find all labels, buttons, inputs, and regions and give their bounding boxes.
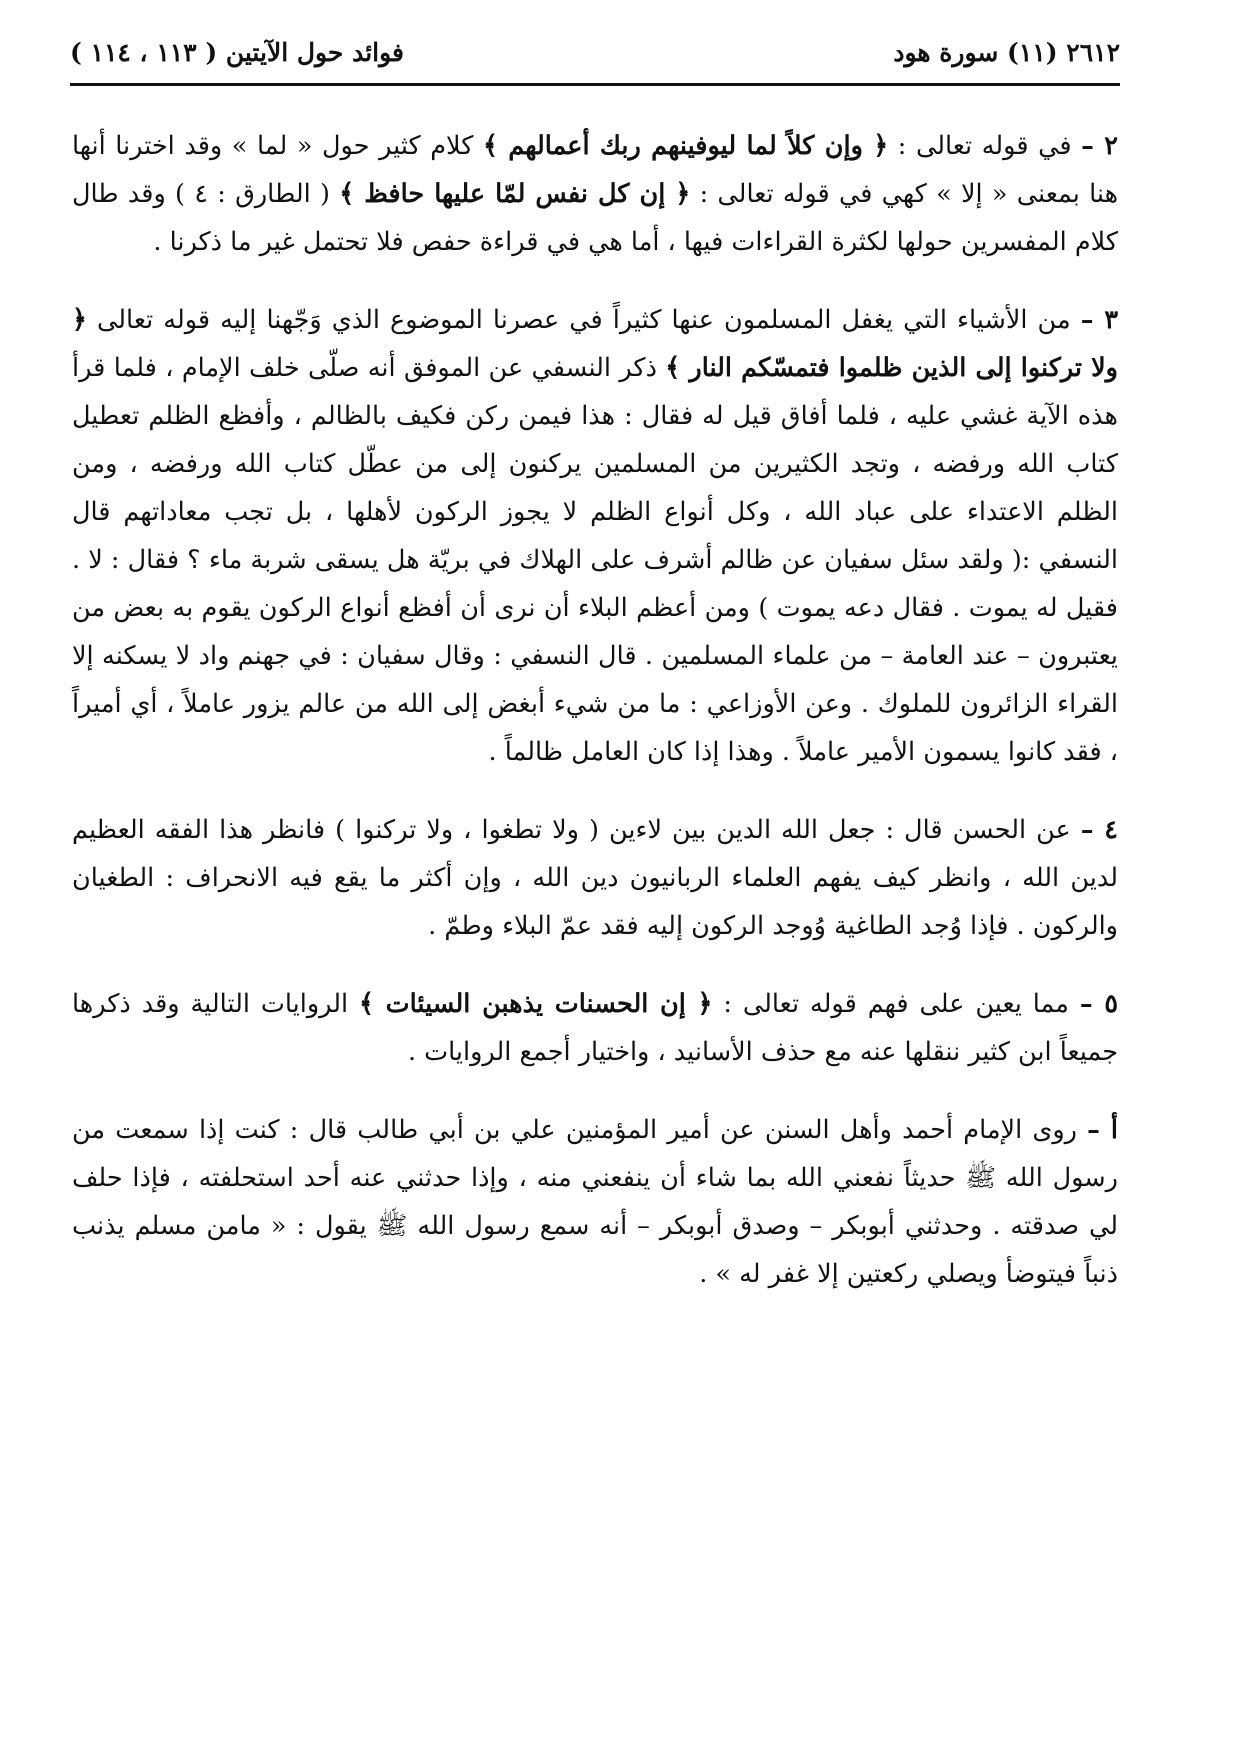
paragraph-text: الروايات التالية وقد ذكرها جميعاً ابن كثير ننقلها عنه مع حذف الأسانيد ، واختيار أجمع الروايات .: [72, 989, 1118, 1067]
paragraph-a: [72, 1106, 1118, 1298]
quran-verse: ﴿ إن كل نفس لمّا عليها حافظ ﴾: [339, 179, 691, 209]
paragraph-2: [72, 122, 1118, 266]
quran-verse: ﴿ وإن كلاً لما ليوفينهم ربك أعمالهم ﴾: [482, 131, 889, 161]
header-rule: [70, 83, 1120, 86]
paragraph-text: في قوله تعالى :: [897, 131, 1072, 161]
page-body: [72, 122, 1118, 1324]
paragraph-text: عن الحسن قال : جعل الله الدين بين لاءين ( ولا تطغوا ، ولا تركنوا ) فانظر هذا الفقه العظيم لدين الله ، وانظر كيف يفهم العلماء الربانيون دين الله ، وإن أكثر ما يقع فيه الانحراف : الطغيان والركون . فإذا وُجد الطاغية وُوجد الركون إليه فقد عمّ البلاء وطمّ .: [72, 815, 1118, 941]
paragraph-number: ٢ –: [1081, 131, 1118, 161]
paragraph-number: ٤ –: [1080, 815, 1118, 845]
section-title: فوائد حول الآيتين ( ١١٣ ، ١١٤ ): [70, 38, 404, 67]
paragraph-5: [72, 980, 1118, 1076]
paragraph-number: ٥ –: [1079, 989, 1119, 1019]
quran-verse: ﴿ إن الحسنات يذهبن السيئات ﴾: [358, 989, 713, 1019]
paragraph-number: أ –: [1087, 1115, 1118, 1145]
paragraph-text: من الأشياء التي يغفل المسلمون عنها كثيراً في عصرنا الموضوع الذي وَجّهنا إليه قوله تعالى: [97, 305, 1071, 335]
paragraph-text: مما يعين على فهم قوله تعالى :: [723, 989, 1069, 1019]
paragraph-text: روى الإمام أحمد وأهل السنن عن أمير المؤمنين علي بن أبي طالب قال : كنت إذا سمعت من رسول الله ﷺ حديثاً نفعني الله بما شاء أن ينفعني منه ، وإذا حدثني عنه أحد استحلفته ، فإذا حلف لي صدقته . وحدثني أبوبكر – وصدق أبوبكر – أنه سمع رسول الله ﷺ يقول : « مامن مسلم يذنب ذنباً فيتوضأ ويصلي ركعتين إلا غفر له » .: [72, 1115, 1118, 1289]
paragraph-text: ذكر النسفي عن الموفق أنه صلّى خلف الإمام ، فلما قرأ هذه الآية غشي عليه ، فلما أفاق قيل له فقال : هذا فيمن ركن فكيف بالظالم ، وأفظع الظلم تعطيل كتاب الله ورفضه ، وتجد الكثيرين من المسلمين يركنون إلى من عطّل كتاب الله ورفضه ، ومن الظلم الاعتداء على عباد الله ، وكل أنواع الظلم لا يجوز الركون لأهلها ، بل تجب معاداتهم قال النسفي :( ولقد سئل سفيان عن ظالم أشرف على الهلاك في بريّة هل يسقى شربة ماء ؟ فقال : لا . فقيل له يموت . فقال دعه يموت ) ومن أعظم البلاء أن نرى أن أفظع أنواع الركون يقوم به بعض من يعتبرون – عند العامة – من علماء المسلمين . قال النسفي : وقال سفيان : في جهنم واد لا يسكنه إلا القراء الزائرون للملوك . وعن الأوزاعي : ما من شيء أبغض إلى الله من عالم يزور عاملاً ، أي أميراً ، فقد كانوا يسمون الأمير عاملاً . وهذا إذا كان العامل ظالماً .: [72, 353, 1118, 767]
paragraph-4: [72, 806, 1118, 950]
quran-verse: ﴿ ولا تركنوا إلى الذين ظلموا فتمسّكم النار ﴾: [72, 305, 1118, 383]
paragraph-text: ( الطارق : ٤ ) وقد طال كلام المفسرين حولها لكثرة القراءات فيها ، أما هي في قراءة حفص فلا تحتمل غير ما ذكرنا .: [72, 179, 1118, 257]
paragraph-3: [72, 296, 1118, 776]
page-number-surah: ٢٦١٢ (١١) سورة هود: [893, 38, 1120, 67]
paragraph-number: ٣ –: [1080, 305, 1119, 335]
page-header: [70, 28, 1120, 88]
paragraph-text: كلام كثير حول « لما » وقد اخترنا أنها هنا بمعنى « إلا » كهي في قوله تعالى :: [72, 131, 1119, 209]
